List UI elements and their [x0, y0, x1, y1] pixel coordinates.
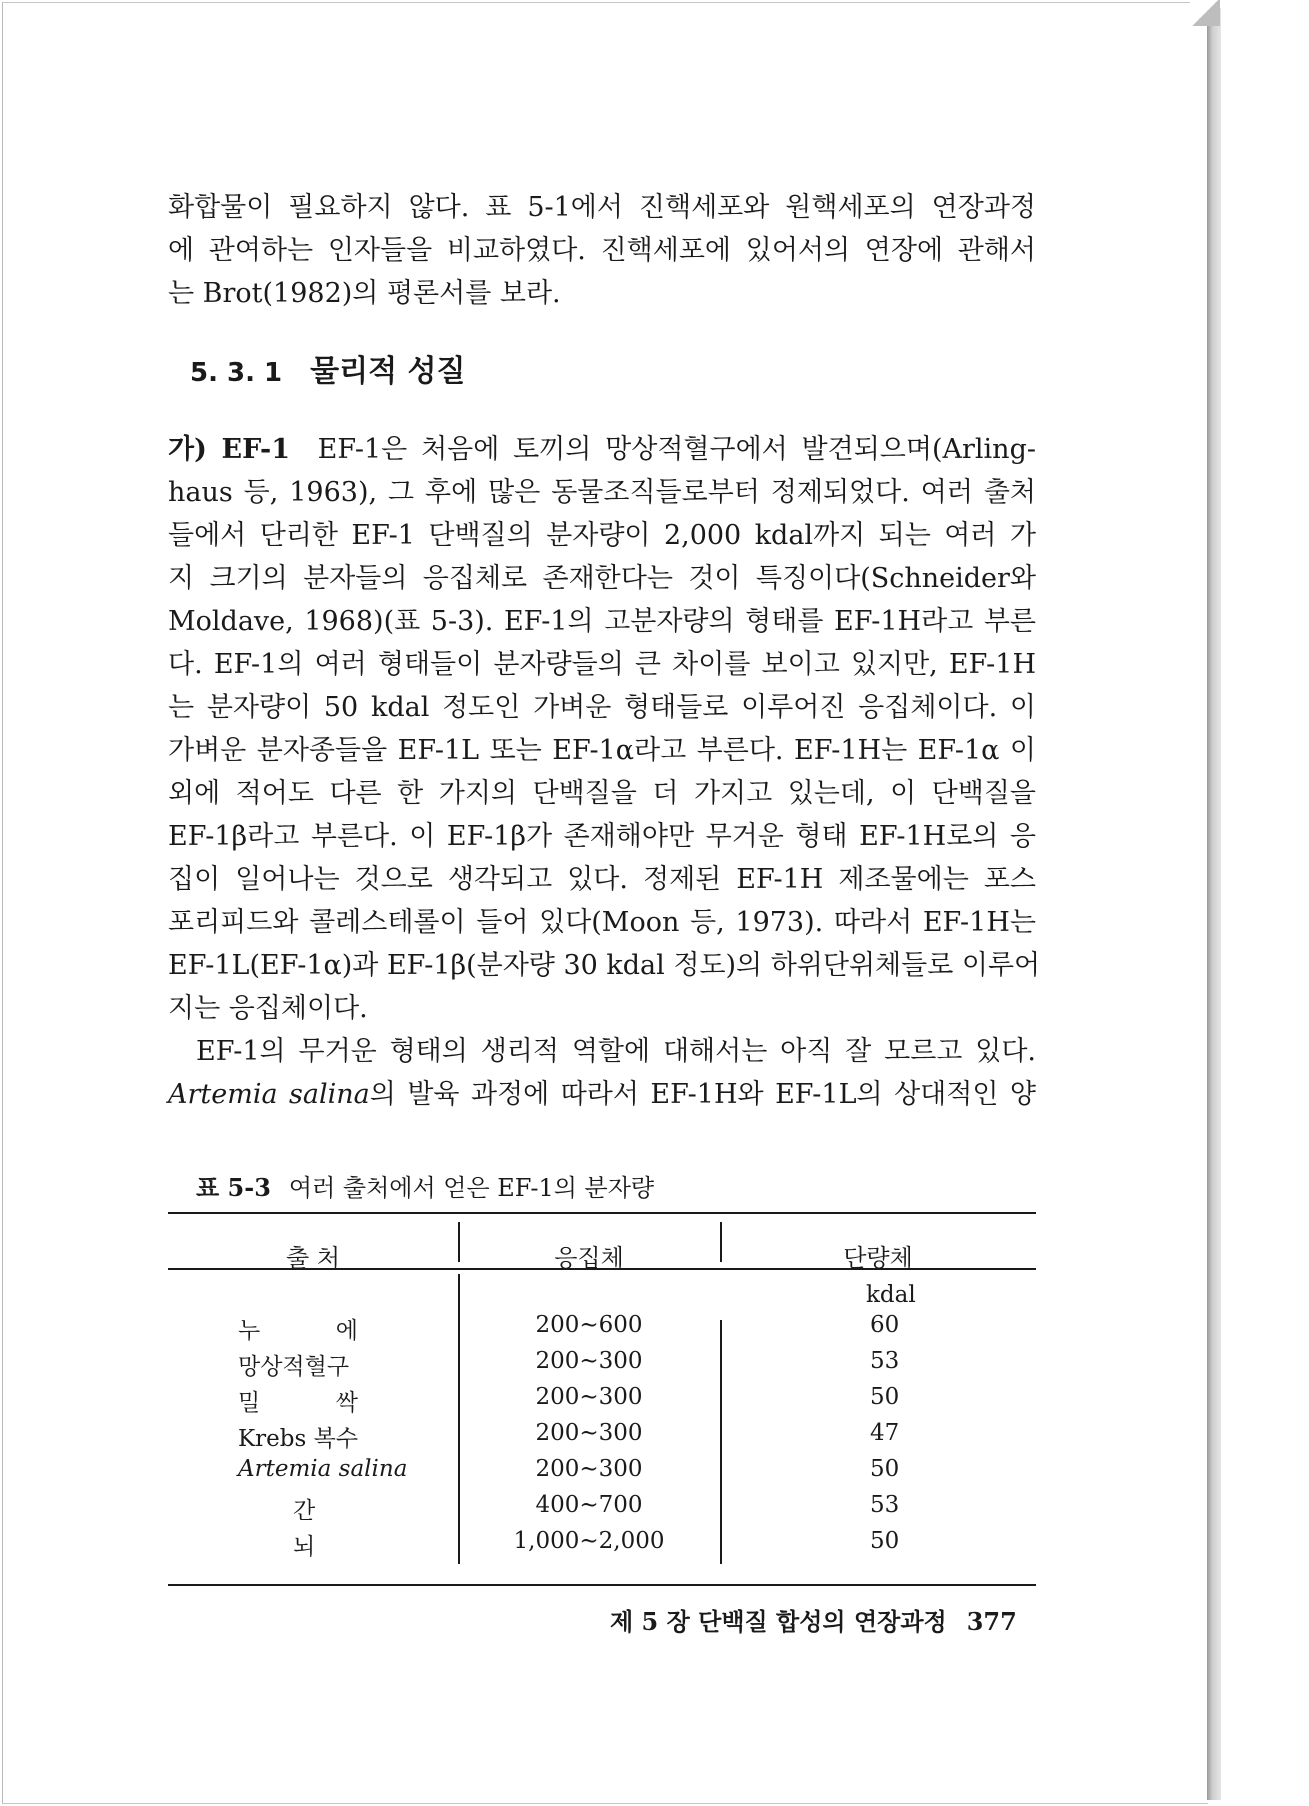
cell-source: Krebs 복수 [238, 1426, 359, 1452]
molecular-weight-table [168, 1212, 1036, 1587]
text-line-body: 의 발육 과정에 따라서 EF-1H와 EF-1L의 상대적인 양 [369, 1079, 1036, 1110]
cell-aggregate: 200∼300 [535, 1420, 643, 1446]
cell-aggregate: 200∼600 [535, 1312, 643, 1338]
text-line: EF-1β라고 부른다. 이 EF-1β가 존재해야만 무거운 형태 EF-1H로의 응 [168, 821, 1036, 852]
section-number: 5. 3. 1 [190, 358, 283, 388]
text-line: 는 분자량이 50 kdal 정도인 가벼운 형태들로 이루어진 응집체이다. 이 [168, 692, 1036, 723]
cell-source: 누 에 [238, 1318, 358, 1344]
text-line: Moldave, 1968)(표 5-3). EF-1의 고분자량의 형태를 EF-1H라고 부른 [168, 606, 1036, 637]
page-edge-shadow [1207, 8, 1221, 1800]
text-line: 화합물이 필요하지 않다. 표 5-1에서 진핵세포와 원핵세포의 연장과정 [168, 192, 1036, 223]
cell-aggregate: 200∼300 [535, 1348, 643, 1374]
cell-source: 간 [293, 1498, 316, 1524]
text-line: 다. EF-1의 여러 형태들이 분자량들의 큰 차이를 보이고 있지만, EF-1H [168, 649, 1036, 680]
cell-monomer-value: 53 [870, 1348, 900, 1374]
text-line: 들에서 단리한 EF-1 단백질의 분자량이 2,000 kdal까지 되는 여러 가 [168, 520, 1036, 551]
text-line: 포리피드와 콜레스테롤이 들어 있다(Moon 등, 1973). 따라서 EF-1H는 [168, 907, 1036, 938]
text-line: 집이 일어나는 것으로 생각되고 있다. 정제된 EF-1H 제조물에는 포스 [168, 864, 1036, 895]
table-row [168, 1348, 1036, 1384]
paragraph-ef1 [168, 428, 1041, 1030]
cell-source: Artemia salina [238, 1456, 408, 1482]
run-in-heading: 가) EF-1 [168, 434, 291, 465]
table-label: 표 5-3 [196, 1173, 271, 1202]
table-caption [196, 1168, 654, 1203]
cell-source: 밀 싹 [238, 1390, 358, 1416]
table-row [168, 1492, 1036, 1528]
table-caption-text: 여러 출처에서 얻은 EF-1의 분자량 [288, 1174, 655, 1202]
table-row [168, 1420, 1036, 1456]
cell-monomer-value: 53 [870, 1492, 900, 1518]
cell-monomer-value: 60 [870, 1312, 900, 1338]
text-line-body: EF-1은 처음에 토끼의 망상적혈구에서 발견되으며(Arling- [317, 434, 1036, 465]
text-line: EF-1의 무거운 형태의 생리적 역할에 대해서는 아직 잘 모르고 있다. [196, 1036, 1036, 1067]
table-row [168, 1456, 1036, 1492]
text-line: 외에 적어도 다른 한 가지의 단백질을 더 가지고 있는데, 이 단백질을 [168, 778, 1036, 809]
page-corner-fold [1190, 0, 1220, 26]
table-row [168, 1384, 1036, 1420]
section-title: 물리적 성질 [310, 354, 466, 389]
cell-monomer-value: 47 [870, 1420, 900, 1446]
text-line: 는 Brot(1982)의 평론서를 보라. [168, 278, 561, 309]
text-line: 지 크기의 분자들의 응집체로 존재한다는 것이 특징이다(Schneider와 [168, 563, 1036, 594]
cell-aggregate: 1,000∼2,000 [513, 1528, 665, 1554]
table-bottom-rule [168, 1584, 1036, 1586]
unit-text: kdal [866, 1282, 916, 1308]
background-margin [1221, 0, 1309, 1806]
text-line: EF-1L(EF-1α)과 EF-1β(분자량 30 kdal 정도)의 하위단위체들로 이루어 [168, 950, 1041, 981]
running-footer [610, 1602, 1017, 1637]
species-name: Artemia salina [168, 1079, 370, 1110]
text-line [168, 428, 1036, 471]
cell-monomer-value: 50 [870, 1384, 900, 1410]
table-top-rule [168, 1212, 1036, 1214]
header-aggregate: 응집체 [554, 1244, 624, 1272]
header-monomer: 단량체 [843, 1244, 913, 1272]
page-number: 377 [966, 1607, 1017, 1636]
text-line: 가벼운 분자종들을 EF-1L 또는 EF-1α라고 부른다. EF-1H는 EF-1α 이 [168, 735, 1036, 766]
cell-source: 뇌 [293, 1534, 316, 1560]
table-row [168, 1528, 1036, 1564]
text-line [168, 1073, 1036, 1116]
header-source: 출 처 [286, 1244, 340, 1272]
text-line: 에 관여하는 인자들을 비교하였다. 진핵세포에 있어서의 연장에 관해서 [168, 235, 1036, 266]
cell-source: 망상적혈구 [238, 1354, 350, 1380]
cell-monomer-value: 50 [870, 1528, 900, 1554]
table-row [168, 1312, 1036, 1348]
cell-aggregate: 400∼700 [535, 1492, 643, 1518]
cell-aggregate: 200∼300 [535, 1384, 643, 1410]
paragraph-ef1-role [168, 1030, 1036, 1116]
cell-aggregate: 200∼300 [535, 1456, 643, 1482]
section-heading [190, 346, 466, 390]
text-line: haus 등, 1963), 그 후에 많은 동물조직들로부터 정제되었다. 여러 출처 [168, 477, 1036, 508]
text-line: 지는 응집체이다. [168, 993, 368, 1024]
intro-paragraph [168, 186, 1036, 315]
chapter-title: 제 5 장 단백질 합성의 연장과정 [610, 1607, 947, 1636]
cell-monomer-value: 50 [870, 1456, 900, 1482]
